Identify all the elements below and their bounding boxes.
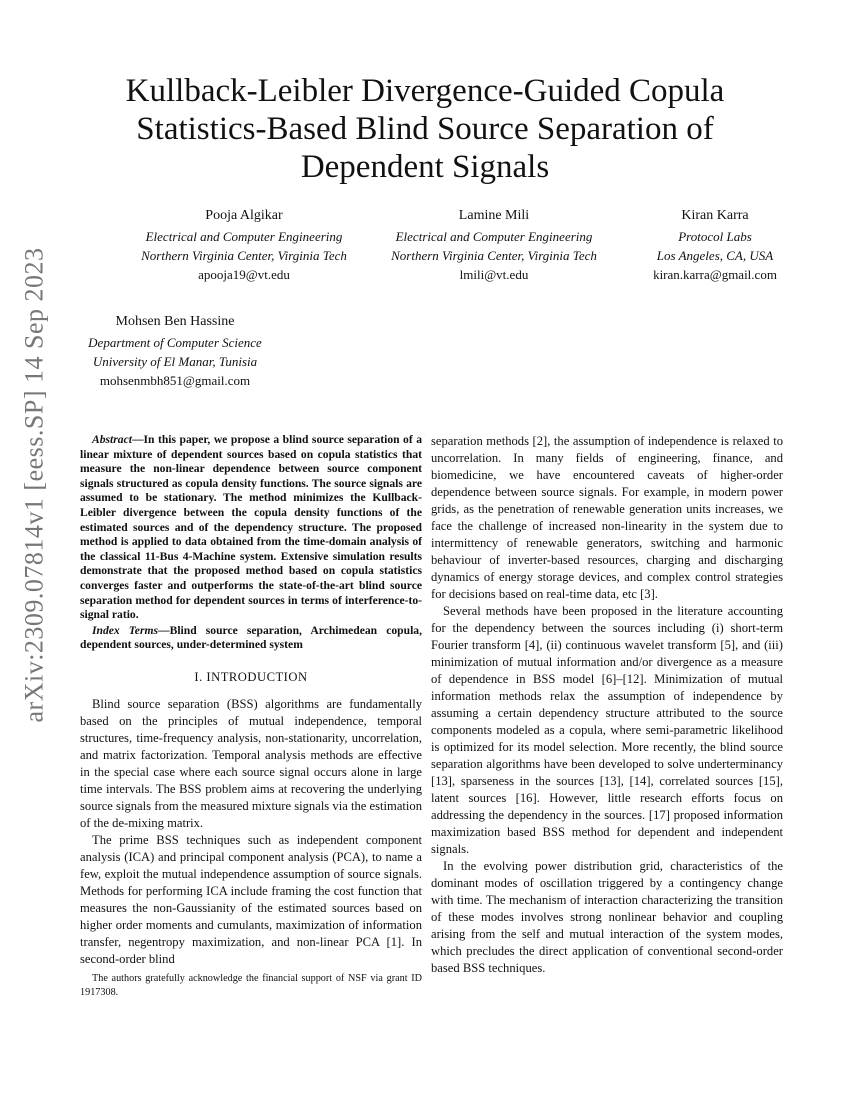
author-affiliation: Department of Computer Science <box>88 335 262 350</box>
author-affiliation: Northern Virginia Center, Virginia Tech <box>391 248 597 263</box>
arxiv-identifier-stamp <box>12 247 56 723</box>
author-affiliation: Electrical and Computer Engineering <box>145 229 343 244</box>
author-affiliation: Electrical and Computer Engineering <box>395 229 593 244</box>
author-block-1 <box>100 206 388 284</box>
abstract-text: —In this paper, we propose a blind source separation of a linear mixture of dependent sources based on copula statistics that measure the non-linear dependence between source component signals structured as copula density functions. The source signals are assumed to be stationary. The method minimizes the Kullback-Leibler divergence between the copula density functions of the estimated sources and of the dependency structure. The proposed method is applied to data obtained from the time-domain analysis of the classical 11-Bus 4-Machine system. Extensive simulation results demonstrate that the proposed method based on copula statistics converges faster and outperforms the state-of-the-art blind source separation method for dependent sources in terms of interference-to-signal ratio. <box>80 433 422 622</box>
author-name: Pooja Algikar <box>205 208 283 223</box>
paper-title: Kullback-Leibler Divergence-Guided Copula Statistics-Based Blind Source Separation of Dependent Signals <box>125 73 725 185</box>
author-email: kiran.karra@gmail.com <box>653 267 777 282</box>
author-affiliation: University of El Manar, Tunisia <box>92 354 258 369</box>
author-email: apooja19@vt.edu <box>198 267 290 282</box>
author-block-2 <box>372 206 616 284</box>
author-affiliation: Protocol Labs <box>678 229 752 244</box>
author-block-4 <box>60 312 290 390</box>
author-name: Lamine Mili <box>458 208 530 223</box>
footnote-text: The authors gratefully acknowledge the financial support of NSF via grant ID 1917308. <box>80 973 422 998</box>
section-heading: I. INTRODUCTION <box>194 669 308 684</box>
author-email: mohsenmbh851@gmail.com <box>99 373 251 388</box>
index-terms-lead: Index Terms <box>92 623 158 637</box>
author-block-3 <box>636 206 794 284</box>
left-column <box>80 433 422 968</box>
arxiv-identifier-text: arXiv:2309.07814v1 [eess.SP] 14 Sep 2023 <box>19 247 49 723</box>
body-paragraph: separation methods [2], the assumption of independence is relaxed to uncorrelation. In many fields of engineering, finance, and biomedicine, we have encountered caveats of higher-order dependence between source signals. For example, in modern power grids, as the penetration of renewable generation units increases, we face the challenge of increased non-linearity in the system due to intermittency of renewable generators, switching and harmonic behaviour of inverter-based resources, charging and discharging dynamics of energy storage devices, and complex control strategies for decisions based on real-time data, etc [3]. <box>431 434 783 601</box>
body-paragraph: Several methods have been proposed in the literature accounting for the dependency between the sources including (i) short-term Fourier transform [4], (ii) continuous wavelet transform [5], and (iii) minimization of mutual information and/or divergence as a measure of dependence in BSS model [6]–[12]. Minimization of mutual information methods relax the assumption of independence by assuming a certain dependency structure attributed to the source components modeled as a copula, where semi-parametric likelihood is optimized for its model selection. More recently, the blind source separation algorithms have been developed to solve underterminancy [13], sparseness in the sources [13], [14], correlated sources [15], latent sources [16]. However, little research efforts focus on addressing the dependency in the sources. [17] proposed information maximization based BSS method for dependent and independent signals. <box>431 604 783 856</box>
right-column <box>431 433 783 977</box>
author-affiliation: Northern Virginia Center, Virginia Tech <box>141 248 347 263</box>
author-name: Kiran Karra <box>681 208 749 223</box>
abstract-lead: Abstract <box>92 433 132 446</box>
abstract <box>80 433 422 623</box>
footnote <box>80 972 422 999</box>
body-paragraph: The prime BSS techniques such as independent component analysis (ICA) and principal component analysis (PCA), to name a few, exploit the mutual independence assumption of source signals. Methods for performing ICA include framing the cost function that measures the non-Gaussianity of the estimated sources based on higher order moments and cumulants, maximization of information transfer, negentropy maximization, and non-linear PCA [1]. In second-order blind <box>80 832 422 966</box>
author-affiliation: Los Angeles, CA, USA <box>656 248 774 263</box>
author-email: lmili@vt.edu <box>459 267 529 282</box>
body-paragraph: Blind source separation (BSS) algorithms are fundamentally based on the principles of mutual independence, temporal structures, time-frequency analysis, non-stationarity, uncorrelation, and matrix factorization. Temporal analysis methods are effective in the special case where each source signal occurs alone in large time intervals. The BSS problem aims at recovering the underlying source signals from the measured mixture signals via the estimation of the de-mixing matrix. <box>80 696 422 830</box>
index-terms-text: —Blind source separation, Archimedean copula, dependent sources, under-determined system <box>80 623 422 652</box>
author-name: Mohsen Ben Hassine <box>115 314 235 329</box>
body-paragraph: In the evolving power distribution grid, characteristics of the dominant modes of oscillation triggered by a contingency change with time. The mechanism of interaction characterizing the transition of these modes involves strong nonlinear behavior and coupling arising from the self and mutual interaction of the system modes, which precludes the direct application of conventional second-order based BSS techniques. <box>431 859 783 975</box>
index-terms <box>80 624 422 653</box>
